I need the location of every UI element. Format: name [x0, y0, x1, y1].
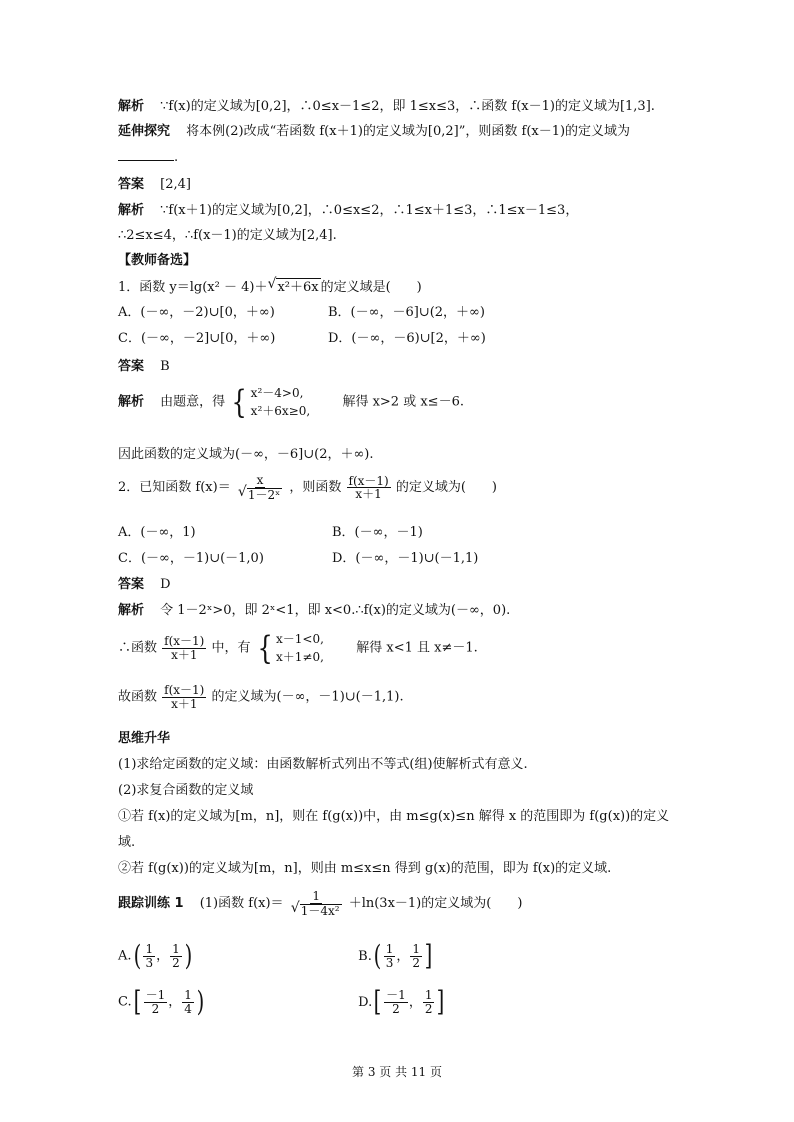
q2-f-numerator: x	[256, 473, 264, 487]
teacher-selection-heading	[118, 252, 196, 270]
q1-option-b: B．(－∞，－6]∪(2，＋∞)	[328, 305, 485, 320]
option-b-frac-1	[384, 943, 396, 969]
q1-option-c: C．(－∞，－2]∪[0，＋∞)	[118, 331, 276, 346]
q2-system-row-2: x＋1≠0,	[276, 650, 324, 664]
q1-system-row-1: x²－4>0,	[250, 386, 304, 400]
q2-f-denominator: 1－2ˣ	[247, 487, 281, 502]
q2-prefix: 2．已知函数 f(x)＝	[118, 480, 231, 496]
denominator: 2	[424, 1001, 433, 1016]
q2-solution-3	[118, 684, 404, 710]
q2-suffix: 的定义域为( )	[395, 480, 498, 496]
q2-solution-2	[118, 630, 478, 666]
track-suffix: ＋ln(3x－1)的定义域为( )	[348, 896, 523, 912]
q2-s3-fraction	[162, 684, 206, 710]
numerator: 1	[184, 987, 192, 1002]
answer-value: B	[160, 359, 170, 374]
track-denominator: 1－4x²	[300, 903, 340, 918]
numerator: 1	[385, 941, 394, 956]
q2-system-row-1: x－1<0,	[276, 632, 324, 646]
q2-answer	[118, 576, 171, 594]
think-text-2: (2)求复合函数的定义域	[118, 783, 254, 798]
q2-solution-text: 令 1－2ˣ>0，即 2ˣ<1，即 x<0.∴f(x)的定义域为(－∞，0).	[160, 603, 511, 618]
q2-options-row-1	[118, 524, 423, 542]
q2-option-a: A．(－∞，1)	[118, 525, 196, 540]
think-text-3: ①若 f(x)的定义域为[m，n]，则在 f(g(x))中，由 m≤g(x)≤n 解得 x 的范围即为 f(g(x))的定义	[118, 809, 670, 824]
denominator: 2	[172, 955, 180, 970]
option-a-frac-1	[143, 943, 155, 969]
comma: ，	[168, 994, 182, 1010]
option-c-frac-2	[182, 989, 194, 1015]
q2-f-fraction	[236, 474, 284, 501]
numerator: 1	[424, 987, 433, 1002]
track-option-c	[118, 985, 354, 1018]
option-label: C.	[118, 994, 132, 1010]
think-line-4	[118, 834, 135, 852]
answer-value: D	[160, 577, 171, 592]
q1-system-row-2: x²＋6x≥0,	[250, 404, 311, 418]
q2-mid: ，则函数	[289, 480, 342, 496]
option-label: B.	[358, 948, 372, 964]
q1-option-a: A．(－∞，－2)∪[0，＋∞)	[118, 305, 275, 320]
teacher-selection-label: 【教师备选】	[118, 253, 197, 268]
left-paren-icon: (	[133, 939, 141, 972]
numerator: －1	[145, 987, 166, 1002]
numerator: 1	[145, 941, 154, 956]
answer-blank-line	[118, 148, 178, 167]
right-bracket-icon: ]	[424, 939, 433, 972]
q2-s3-pre: 故函数	[118, 689, 158, 705]
q1-solution	[118, 384, 464, 420]
q1-sqrt	[276, 278, 320, 297]
track-title: 跟踪训练 1	[118, 896, 184, 912]
option-a-frac-2	[170, 943, 182, 969]
q1-options-row-2	[118, 330, 486, 348]
q2-solution-1	[118, 602, 510, 620]
answer-blank	[118, 148, 174, 161]
answer-line	[118, 176, 191, 194]
solution-line-1	[118, 98, 655, 116]
think-text-4: 域.	[118, 835, 136, 850]
q2-s2-post: 解得 x<1 且 x≠－1.	[356, 640, 478, 656]
answer-label: 答案	[118, 577, 145, 592]
comma: ，	[156, 948, 170, 964]
q1-sqrt-content: x²＋6x	[277, 280, 319, 295]
think-line-3	[118, 808, 669, 826]
q2-s2-mid: 中，有	[211, 640, 251, 656]
solution-label: 解析	[118, 99, 145, 114]
track-options-row-2	[118, 985, 446, 1018]
q1-conclusion	[118, 446, 374, 464]
track-prefix: (1)函数 f(x)＝	[199, 896, 284, 912]
numerator: 1	[172, 941, 180, 956]
q2-s2-pre: ∴函数	[118, 640, 158, 656]
period: .	[174, 150, 179, 165]
extension-text: 将本例(2)改成“若函数 f(x＋1)的定义域为[0,2]”，则函数 f(x－1)的定义域为	[186, 124, 631, 139]
right-paren-icon: )	[184, 939, 193, 972]
q2-inequality-system	[255, 630, 324, 666]
q2-s2-fraction	[162, 635, 206, 661]
q2-s2-denominator: x＋1	[171, 647, 198, 662]
extension-label: 延伸探究	[118, 124, 171, 139]
track-fraction	[289, 890, 344, 917]
think-line-2	[118, 782, 253, 800]
left-bracket-icon: [	[373, 985, 382, 1018]
solution-label: 解析	[118, 394, 145, 410]
q2-s3-denominator: x＋1	[171, 696, 198, 711]
q2-option-d: D．(－∞，－1)∪(－1,1)	[332, 551, 479, 566]
question-1	[118, 278, 422, 297]
think-line-1	[118, 756, 528, 774]
denominator: 3	[385, 955, 394, 970]
left-paren-icon: (	[373, 939, 382, 972]
extension-line	[118, 123, 630, 141]
option-c-frac-1	[144, 989, 168, 1015]
denominator: 4	[184, 1001, 192, 1016]
question-2	[118, 474, 497, 501]
numerator: －1	[386, 987, 406, 1002]
track-options-row-1	[118, 939, 434, 972]
q1-option-d: D．(－∞，－6)∪[2，＋∞)	[328, 331, 486, 346]
comma: ，	[408, 994, 422, 1010]
q2-option-c: C．(－∞，－1)∪(－1,0)	[118, 551, 264, 566]
track-option-b	[358, 939, 434, 972]
comma: ，	[396, 948, 410, 964]
right-paren-icon: )	[196, 985, 205, 1018]
right-bracket-icon: ]	[437, 985, 445, 1018]
solution-text: ∵f(x＋1)的定义域为[0,2]，∴0≤x≤2，∴1≤x＋1≤3，∴1≤x－1≤3，	[160, 203, 579, 218]
option-b-frac-2	[410, 943, 422, 969]
track-training	[118, 890, 522, 917]
track-option-a	[118, 939, 354, 972]
q1-answer	[118, 358, 170, 376]
brace-icon: {	[257, 629, 273, 667]
think-text-5: ②若 f(g(x))的定义域为[m，n]，则由 m≤x≤n 得到 g(x)的范围，即为 f(x)的定义域.	[118, 861, 612, 876]
q1-options-row-1	[118, 304, 485, 322]
q2-g-denominator: x＋1	[355, 487, 382, 502]
q1-inequality-system	[229, 384, 310, 420]
q1-prefix: 1．函数 y＝lg(x² － 4)＋	[118, 280, 268, 295]
q2-s3-post: 的定义域为(－∞，－1)∪(－1,1).	[211, 689, 404, 705]
numerator: 1	[412, 941, 421, 956]
answer-label: 答案	[118, 177, 145, 192]
track-sqrt	[300, 904, 342, 918]
q2-option-b: B．(－∞，－1)	[332, 525, 423, 540]
answer-label: 答案	[118, 359, 145, 374]
denominator: 2	[412, 955, 421, 970]
solution-text: ∵f(x)的定义域为[0,2]，∴0≤x－1≤2，即 1≤x≤3，∴函数 f(x－1)的定义域为[1,3].	[160, 99, 655, 114]
q2-s3-numerator: f(x－1)	[164, 683, 205, 697]
option-d-frac-1	[384, 989, 408, 1015]
q2-options-row-2	[118, 550, 478, 568]
solution-line-3	[118, 227, 337, 245]
q1-conclusion-text: 因此函数的定义域为(－∞，－6]∪(2，＋∞).	[118, 447, 374, 462]
option-label: A.	[118, 948, 132, 964]
q2-f-sqrt	[247, 488, 282, 502]
brace-icon: {	[231, 383, 248, 421]
track-option-d	[358, 985, 446, 1018]
solution-label: 解析	[118, 203, 145, 218]
think-line-5	[118, 860, 611, 878]
solution-label: 解析	[118, 603, 145, 618]
q2-g-fraction	[347, 475, 391, 501]
left-bracket-icon: [	[133, 985, 141, 1018]
q1-solution-post: 解得 x>2 或 x≤－6.	[342, 394, 464, 410]
track-numerator: 1	[312, 889, 320, 903]
q2-g-numerator: f(x－1)	[348, 473, 389, 488]
q2-s2-numerator: f(x－1)	[164, 633, 205, 648]
page-footer: 第 3 页 共 11 页	[352, 1065, 442, 1079]
option-label: D.	[358, 994, 373, 1010]
denominator: 2	[151, 1001, 160, 1016]
option-d-frac-2	[423, 989, 435, 1015]
q1-suffix: 的定义域是( )	[320, 280, 422, 295]
think-text-1: (1)求给定函数的定义域：由函数解析式列出不等式(组)使解析式有意义.	[118, 757, 528, 772]
denominator: 3	[145, 955, 154, 970]
solution-line-2	[118, 202, 578, 220]
denominator: 2	[392, 1001, 400, 1016]
q1-solution-pre: 由题意，得	[160, 394, 226, 410]
think-title: 思维升华	[118, 731, 171, 746]
think-heading	[118, 730, 170, 748]
answer-value: [2,4]	[160, 177, 191, 192]
solution-text: ∴2≤x≤4，∴f(x－1)的定义域为[2,4].	[118, 228, 337, 243]
